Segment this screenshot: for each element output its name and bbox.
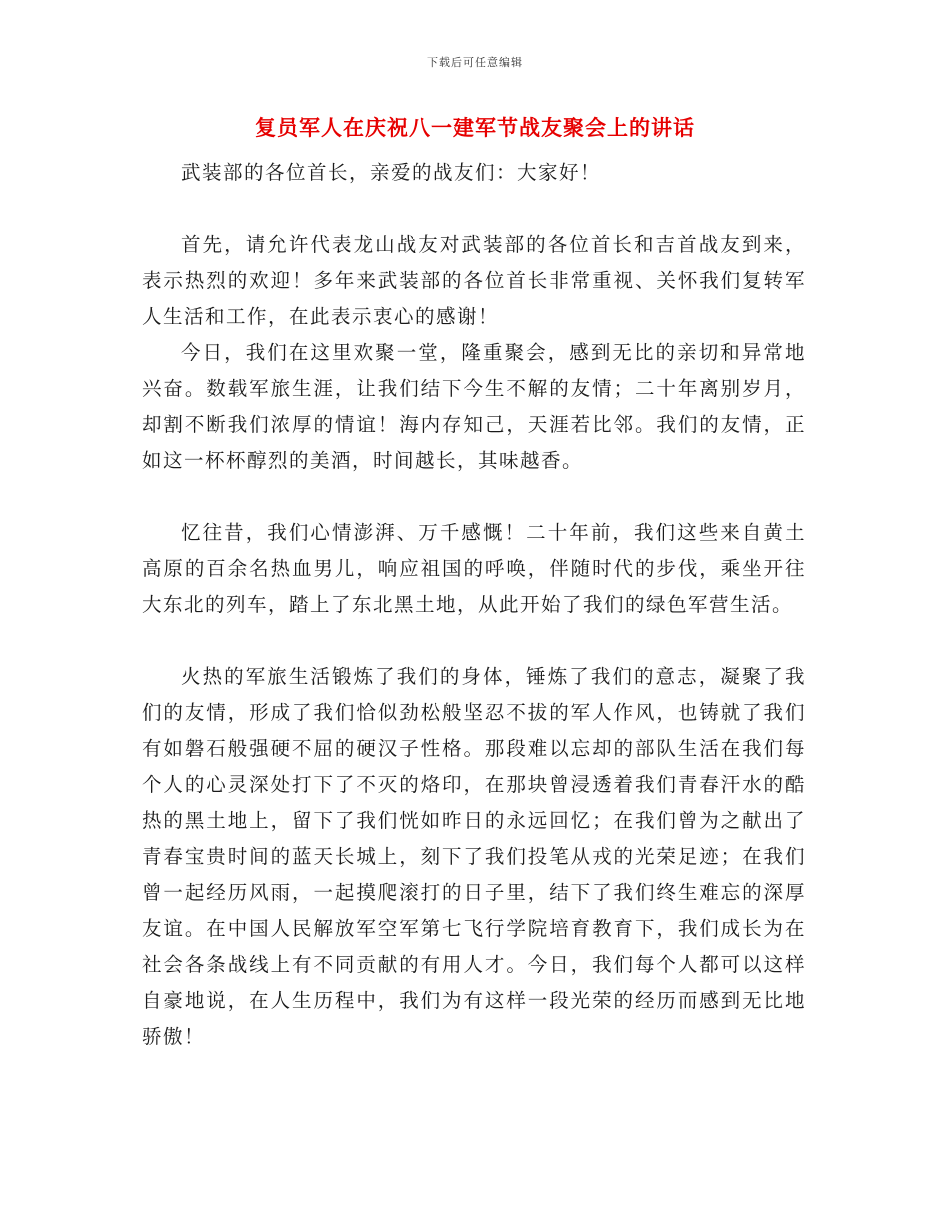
paragraph-2: 今日，我们在这里欢聚一堂，隆重聚会，感到无比的亲切和异常地兴奋。数载军旅生涯，让我们结下今生不解的友情；二十年离别岁月，却割不断我们浓厚的情谊！海内存知己，天涯若比邻。我们的友情，正如这一杯杯醇烈的美酒，时间越长，其味越香。 <box>142 341 806 472</box>
paragraph-1: 首先，请允许代表龙山战友对武装部的各位首长和吉首战友到来，表示热烈的欢迎！多年来武装部的各位首长非常重视、关怀我们复转军人生活和工作，在此表示衷心的感谢！ <box>142 233 806 328</box>
greeting-paragraph: 武装部的各位首长，亲爱的战友们：大家好！ <box>181 161 602 184</box>
document-title: 复员军人在庆祝八一建军节战友聚会上的讲话 <box>255 115 695 140</box>
header-note: 下载后可任意编辑 <box>427 56 523 69</box>
paragraph-3: 忆往昔，我们心情澎湃、万千感慨！二十年前，我们这些来自黄土高原的百余名热血男儿，响应祖国的呼唤，伴随时代的步伐，乘坐开往大东北的列车，踏上了东北黑土地，从此开始了我们的绿色军营生活。 <box>142 521 806 616</box>
document-body <box>142 155 806 1055</box>
paragraph-4: 火热的军旅生活锻炼了我们的身体，锤炼了我们的意志，凝聚了我们的友情，形成了我们恰似劲松般坚忍不拔的军人作风，也铸就了我们有如磐石般强硬不屈的硬汉子性格。那段难以忘却的部队生活在我们每个人的心灵深处打下了不灭的烙印，在那块曾浸透着我们青春汗水的酷热的黑土地上，留下了我们恍如昨日的永远回忆；在我们曾为之献出了青春宝贵时间的蓝天长城上，刻下了我们投笔从戎的光荣足迹；在我们曾一起经历风雨，一起摸爬滚打的日子里，结下了我们终生难忘的深厚友谊。在中国人民解放军空军第七飞行学院培育教育下，我们成长为在社会各条战线上有不同贡献的有用人才。今日，我们每个人都可以这样自豪地说，在人生历程中，我们为有这样一段光荣的经历而感到无比地骄傲！ <box>142 665 806 1048</box>
